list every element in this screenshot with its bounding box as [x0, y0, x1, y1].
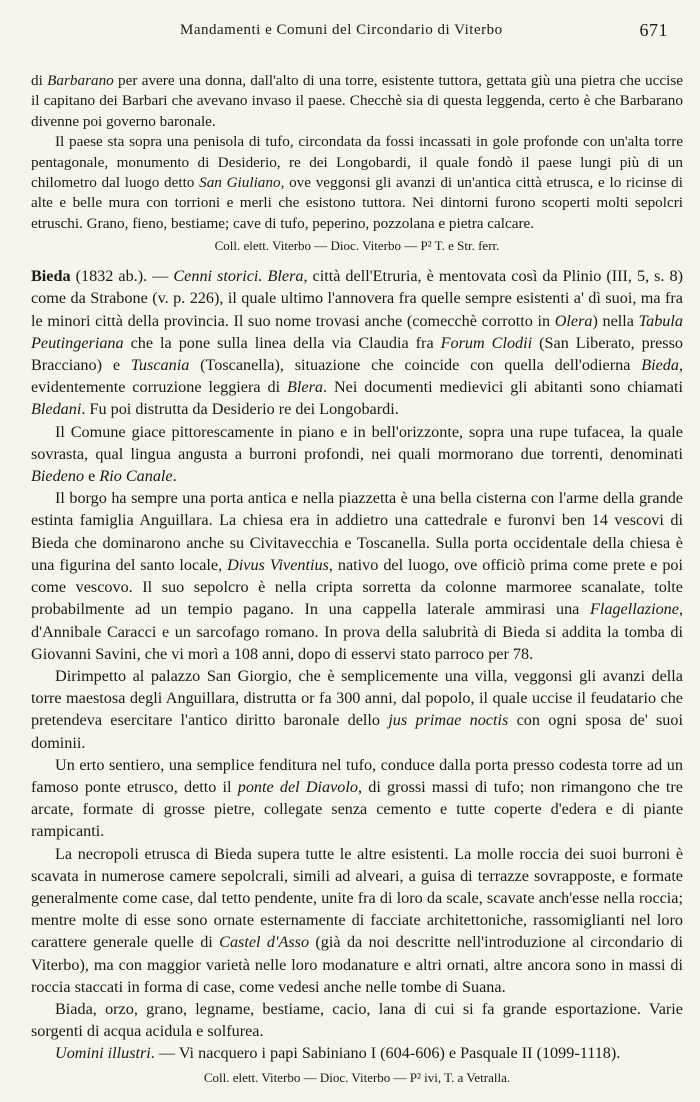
italic-text: Blera: [287, 378, 323, 397]
italic-text: San Giuliano: [199, 174, 281, 192]
text-run: di: [31, 72, 48, 89]
text-run: che la pone sulla linea della via Claudia fra: [123, 333, 441, 352]
entry-heading: Bieda: [31, 267, 71, 286]
text-run: Dirimpetto al palazzo San Giorgio, che è semplicemente una villa, veggonsi gli avanzi della torre maestosa degli Anguillara, distrutta or fa 300 anni, dal popolo, il quale uccise il feudatario che pretendeva esercitare l'antico diritto baronale dello: [31, 666, 683, 730]
text-run: (1832 ab.). —: [70, 267, 174, 286]
electoral-info: Coll. elett. Viterbo — Dioc. Viterbo — P² ivi, T. a Vetralla.: [203, 1069, 511, 1085]
text-run: . Fu poi distrutta da Desiderio re dei Longobardi.: [81, 400, 399, 419]
text-run: (già da noi descritte nell'introduzione al circondario di Viterbo), ma con maggior varietà nelle loro modanature e altri ornati, altre ancora sono in massi di roccia staccati in forma di case, come vedesi anche nelle tombe di Suana.: [31, 933, 683, 996]
text-run: Il borgo ha sempre una porta antica e nella piazzetta è una bella cisterna con l'arme della grande estinta famiglia Anguillara. La chiesa era in addietro una cattedrale e furonvi ben 14 vescovi di Bieda che dominarono anche su Civitavecchia e Toscanella. Sulla porta occidentale della chiesa è una figurina del santo locale,: [31, 489, 683, 574]
italic-text: Forum Clodii: [440, 333, 533, 352]
italic-text: Bieda: [641, 356, 679, 375]
paragraph: [31, 421, 683, 488]
text-run: per avere una donna, dall'alto di una torre, esistente tuttora, gettata giù una pietra che uccise il capitano dei Barbari che avevano invaso il paese. Checchè sia di questa leggenda, certo è che Barbarano divenne poi governo baronale.: [31, 72, 683, 130]
paragraph: [31, 998, 683, 1042]
text-run: . — Vi nacquero i papi Sabiniano I (604-606) e Pasquale II (1099-1118).: [150, 1044, 621, 1063]
paragraph: [31, 754, 683, 843]
italic-text: Tuscania: [130, 356, 190, 375]
italic-text: Rio Canale: [99, 467, 173, 486]
italic-text: Olera: [554, 311, 593, 330]
italic-text: Bledani: [31, 400, 82, 419]
text-run: La necropoli etrusca di Bieda supera tutte le altre esistenti. La molle roccia dei suoi burroni è scavata in numerose camere sepolcrali, simili ad alveari, a guisa di terrazze sovrapposte, e formate generalmente come case, dal tetto pendente, unite fra di loro da scale, scavate anch'esse nella roccia; mentre molte di esse sono ornate esternamente di facciate architettoniche, rassomiglianti nel loro carattere generale quelle di: [31, 844, 683, 952]
paragraph: [31, 665, 683, 754]
paragraph: [31, 1042, 683, 1064]
text-run: , ove veggonsi gli avanzi di un'antica città etrusca, e lo ricinse di alte e belle mura con torrioni e merli che esistono tuttora. Nei dintorni furono scoperti molti sepolcri etruschi. Grano, fieno, bestiame; cave di tufo, peperino, pozzolana e pietra calcare.: [31, 174, 683, 232]
italic-text: Barbarano: [47, 72, 114, 89]
running-header: [56, 22, 668, 46]
text-run: . Nei documenti medievici gli abitanti sono chiamati: [322, 378, 683, 397]
paragraph: [31, 265, 683, 420]
header-title: Mandamenti e Comuni del Circondario di Viterbo: [180, 22, 503, 38]
italic-text: jus primae noctis: [388, 711, 509, 730]
paragraph: [31, 843, 683, 998]
text-run: , evidentemente corruzione leggiera di: [31, 356, 684, 397]
electoral-info: Coll. elett. Viterbo — Dioc. Viterbo — P² T. e Str. ferr.: [214, 238, 500, 254]
page-body: [31, 71, 683, 1097]
italic-text: Biedeno: [31, 467, 85, 486]
text-run: con ogni sposa de' suoi dominii.: [31, 711, 683, 752]
italic-text: ponte del Diavolo: [237, 777, 358, 796]
text-run: , nativo del luogo, ove officiò prima come prete e poi come vescovo. Il suo sepolcro è nella cripta sorretta da colonne marmoree scanalate, tolte probabilmente ad un tempio pagano. In una cappella laterale ammirasi una: [31, 555, 684, 619]
italic-text: Cenni storici. Blera: [173, 267, 304, 286]
text-run: .: [172, 467, 177, 486]
paragraph: [31, 132, 683, 234]
page-number: 671: [639, 20, 668, 40]
paragraph: [31, 71, 683, 132]
text-run: ) nella: [592, 311, 639, 330]
entry-bieda: [31, 265, 683, 1086]
italic-text: Flagellazione: [589, 600, 679, 619]
italic-text: Tabula Peutingeriana: [31, 311, 683, 352]
italic-text: Divus Viventius: [227, 555, 329, 574]
text-run: (Toscanella), situazione che coincide con quella dell'odierna: [189, 356, 642, 375]
text-run: Biada, orzo, grano, legname, bestiame, cacio, lana di cui si fa grande esportazione. Varie sorgenti di acqua acidula e solfurea.: [31, 999, 683, 1041]
text-run: Il paese sta sopra una penisola di tufo, circondata da fossi incassati in gole profonde con un'alta torre pentagonale, monumento di Desiderio, re dei Longobardi, il quale fondò il paese lungi più di un chilometro dal luogo detto: [31, 133, 683, 192]
text-run: e: [84, 467, 100, 486]
text-run: , città dell'Etruria, è mentovata così da Plinio (III, 5, s. 8) come da Strabone (v. p. 226), il quale ultimo l'annovera fra quelle sempre esistenti a' dì suoi, ma fra le minori città della provincia. Il suo nome trovasi anche (comecchè corrotto in: [31, 267, 684, 330]
italic-text: Castel d'Asso: [219, 933, 310, 952]
text-run: (San Liberato, presso Bracciano) e: [31, 333, 683, 375]
text-run: Il Comune giace pittorescamente in piano e in bell'orizzonte, sopra una rupe tufacea, la quale sovrasta, qual lingua angusta a burroni profondi, nei quali mormorano due torrenti, denominati: [31, 422, 683, 463]
text-run: , d'Annibale Caracci e un sarcofago romano. In prova della salubrità di Bieda si addita la tomba di Giovanni Savini, che vi morì a 108 anni, dopo di esservi stato parroco per 78.: [31, 600, 683, 663]
italic-text: Uomini illustri: [55, 1044, 151, 1063]
text-run: Un erto sentiero, una semplice fenditura nel tufo, conduce dalla porta presso codesta torre ad un famoso ponte etrusco, detto il: [31, 755, 683, 796]
text-run: , di grossi massi di tufo; non rimangono che tre arcate, formate di grosse pietre, collegate senza cemento e tutte coperte d'edera e di piante rampicanti.: [31, 777, 683, 841]
paragraph: [31, 487, 683, 665]
